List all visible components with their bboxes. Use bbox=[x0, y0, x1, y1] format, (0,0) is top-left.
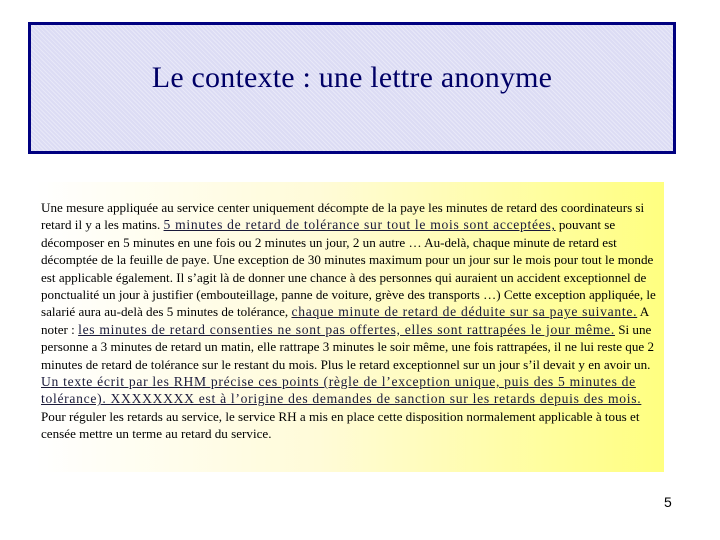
body-text-1: Une mesure appliquée au service center uniquement décompte de la paye les minutes de retard des coordinateurs si retard il y a les matins. bbox=[41, 200, 645, 233]
emphasis-catchup: les minutes de retard consenties ne sont pas offertes, elles sont rattrapées le jour même. bbox=[78, 321, 615, 337]
body-text-2: pouvant se décomposer en 5 minutes en une fois ou 2 minutes un jour, 2 un autre … Au-delà, chaque minute de retard est décomptée de la feuille de paye. Une exception de 30 minutes maximum pour un jour sur le mois pour tout le monde est applicable également. Il s’agit là de donner une chance à des personnes qui auraient un accident exceptionnel de ponctualité un jour à justifier (embouteillage, panne de voiture, grève des transports …) Cette exception appliquée, le salarié aura au-delà des 5 minutes de tolérance, bbox=[41, 217, 656, 320]
body-text-3: A noter : bbox=[41, 304, 649, 337]
title-box bbox=[28, 22, 676, 154]
body-paragraph bbox=[41, 199, 663, 443]
body-text-4: Si une personne a 3 minutes de retard un matin, elle rattrape 3 minutes le soir même, une fois rattrapées, il ne lui reste que 2 minutes de retard de tolérance sur le restant du mois. Plus le retard exceptionnel sur un jour s’il devait y en avoir un. bbox=[41, 321, 655, 372]
emphasis-deduction: chaque minute de retard de déduite sur sa paye suivante. bbox=[291, 304, 638, 320]
emphasis-rhm-text: Un texte écrit par les RHM précise ces points (règle de l’exception unique, puis des 5 minutes de tolérance). XXXXXXXX est à l’origine des demandes de sanction sur les retards depuis des mois. bbox=[41, 374, 642, 407]
page-number: 5 bbox=[664, 494, 672, 510]
emphasis-tolerance: 5 minutes de retard de tolérance sur tout le mois sont acceptées, bbox=[163, 217, 556, 233]
slide-title: Le contexte : une lettre anonyme bbox=[151, 61, 553, 94]
body-text-5: Pour réguler les retards au service, le service RH a mis en place cette disposition normalement applicable à tous et censée mettre un terme au retard du service. bbox=[41, 408, 640, 442]
